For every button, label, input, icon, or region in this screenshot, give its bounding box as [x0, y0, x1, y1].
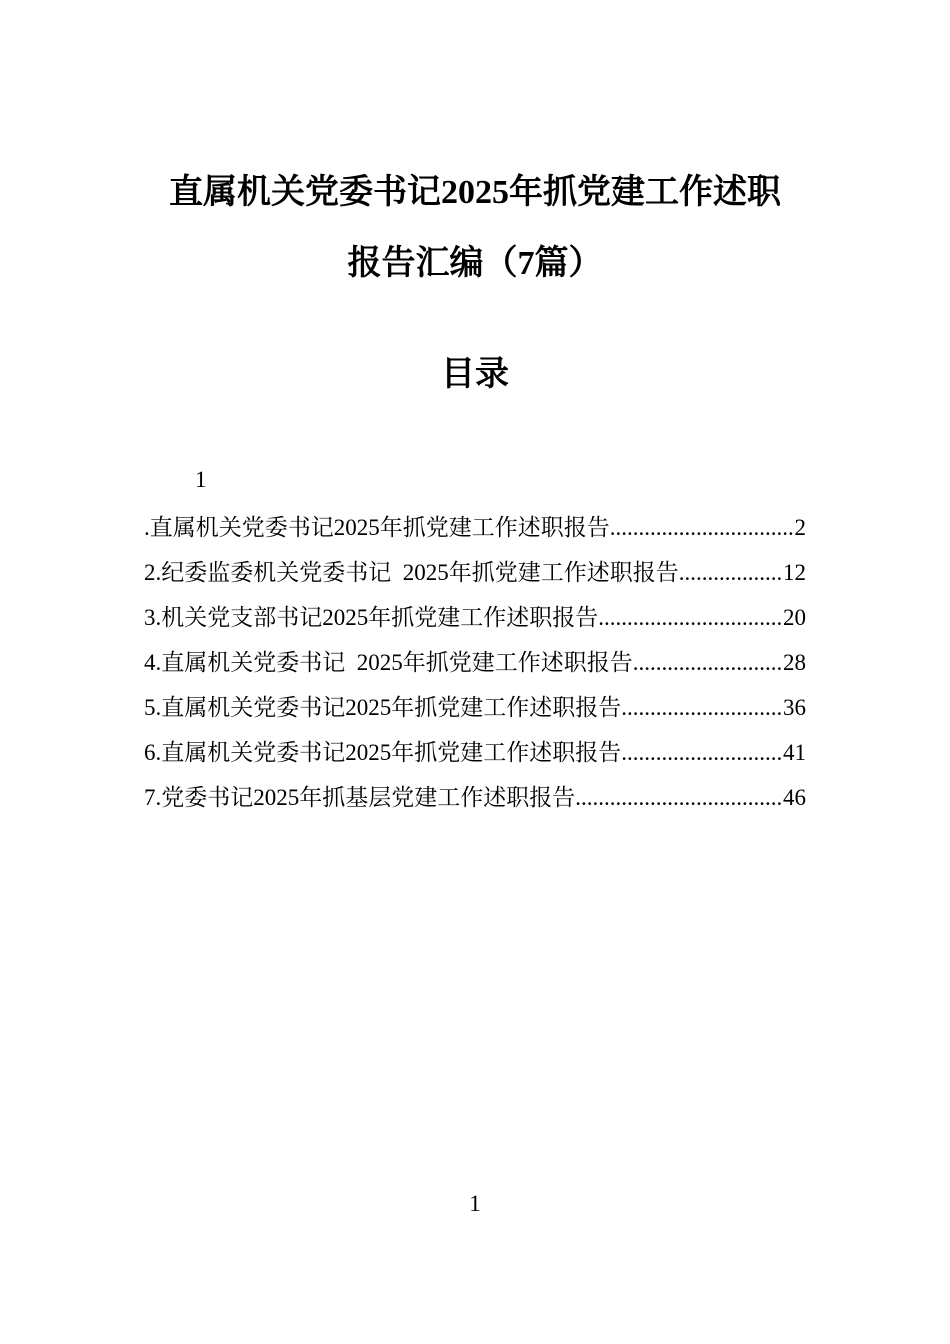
- document-title-line-1: 直属机关党委书记2025年抓党建工作述职: [169, 174, 781, 211]
- toc-entry-title: 2.纪委监委机关党委书记 2025年抓党建工作述职报告: [144, 560, 679, 585]
- toc-entry-title: 7.党委书记2025年抓基层党建工作述职报告: [144, 785, 576, 810]
- toc-entry-page: 12: [783, 560, 806, 585]
- toc-dot-leader: [633, 640, 783, 685]
- toc-entry-3[interactable]: [144, 595, 806, 640]
- document-title-line-2: 报告汇编（7篇）: [347, 245, 603, 282]
- toc-entry-5[interactable]: [144, 685, 806, 730]
- toc-entry-page: 20: [783, 605, 806, 630]
- toc-dot-leader: [621, 730, 783, 775]
- toc-entry-title: 4.直属机关党委书记 2025年抓党建工作述职报告: [144, 650, 633, 675]
- footer-page-number: 1: [469, 1191, 481, 1216]
- toc-first-number: 1: [195, 467, 207, 492]
- toc-entry-page: 46: [783, 785, 806, 810]
- table-of-contents: [144, 505, 806, 820]
- toc-dot-leader: [575, 775, 783, 820]
- toc-entry-7[interactable]: [144, 775, 806, 820]
- toc-entry-page: 2: [794, 515, 806, 540]
- toc-entry-2[interactable]: [144, 550, 806, 595]
- toc-entry-4[interactable]: [144, 640, 806, 685]
- toc-entry-6[interactable]: [144, 730, 806, 775]
- toc-heading: 目录: [441, 356, 509, 393]
- toc-entry-title: 6.直属机关党委书记2025年抓党建工作述职报告: [144, 740, 622, 765]
- toc-entry-page: 41: [783, 740, 806, 765]
- toc-dot-leader: [610, 505, 795, 550]
- toc-dot-leader: [621, 685, 783, 730]
- toc-entry-page: 36: [783, 695, 806, 720]
- toc-entry-page: 28: [783, 650, 806, 675]
- toc-entry-title: 5.直属机关党委书记2025年抓党建工作述职报告: [144, 695, 622, 720]
- toc-entry-title: .直属机关党委书记2025年抓党建工作述职报告: [144, 515, 610, 540]
- toc-dot-leader: [679, 550, 783, 595]
- toc-entry-1[interactable]: [144, 505, 806, 550]
- toc-dot-leader: [598, 595, 783, 640]
- toc-entry-title: 3.机关党支部书记2025年抓党建工作述职报告: [144, 605, 599, 630]
